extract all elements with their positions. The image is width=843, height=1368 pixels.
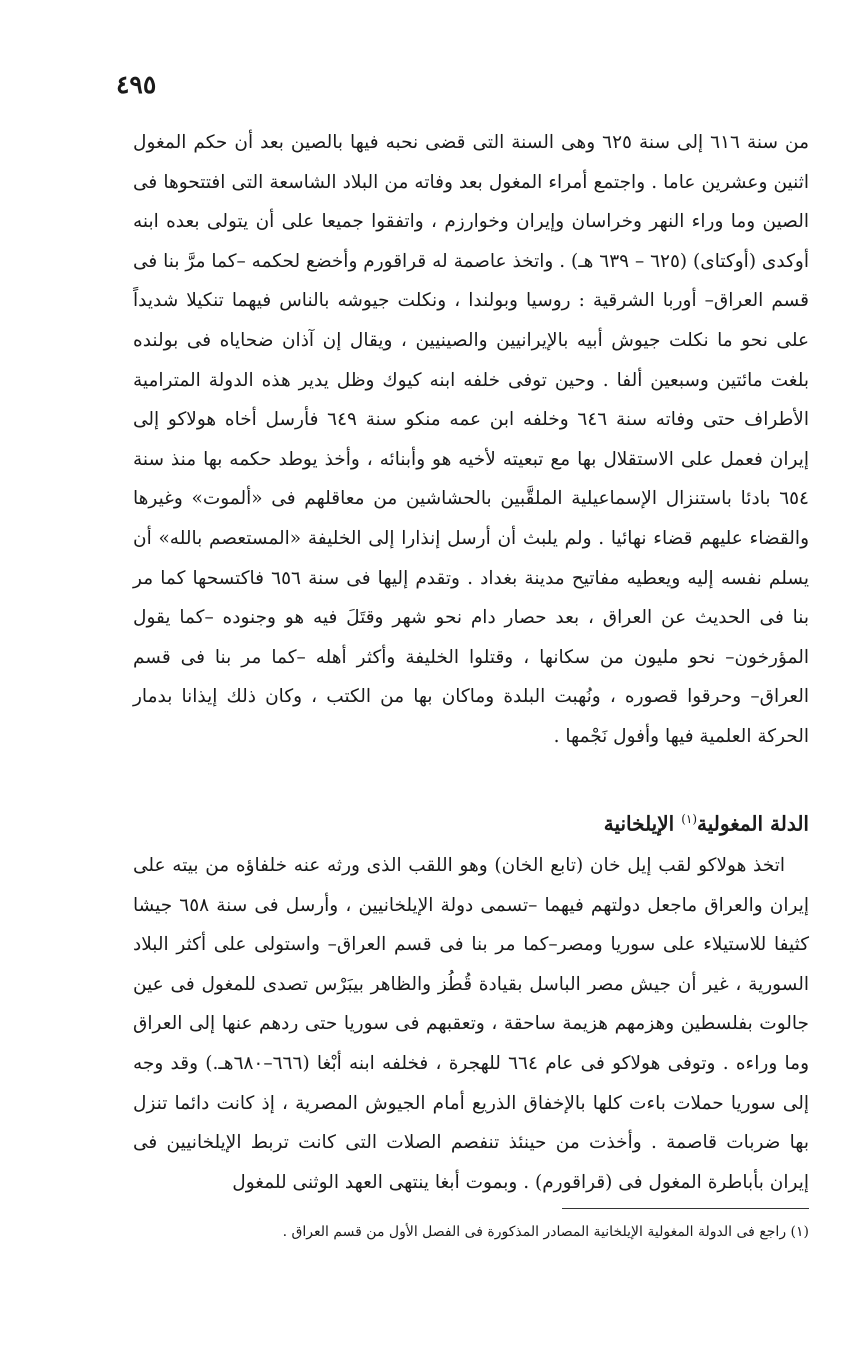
section-heading <box>480 804 809 839</box>
footnote: (١) راجع فى الدولة المغولية الإيلخانية المصادر المذكورة فى الفصل الأول من قسم العراق . <box>282 1224 809 1240</box>
section-heading-suffix: الإيلخانية <box>603 811 675 836</box>
footnote-marker: (١) <box>681 812 698 826</box>
footnote-divider <box>562 1208 809 1209</box>
body-paragraph: اتخذ هولاكو لقب إيل خان (تابع الخان) وهو اللقب الذى ورثه عنه خلفاؤه من بيته على إيران والعراق ماجعل دولتهم فيهما –تسمى دولة الإيلخانيين ، وأرسل فى سنة ٦٥٨ جيشا كثيفا للاستيلاء على سوريا ومصر–كما مر بنا فى قسم العراق– واستولى على أكثر البلاد السورية ، غير أن جيش مصر الباسل بقيادة قُطُز والظاهر بيبَرْس تصدى للمغول فى عين جالوت بفلسطين وهزمهم هزيمة ساحقة ، وتعقبهم فى سوريا حتى ردهم عنها إلى العراق وما وراءه . وتوفى هولاكو فى عام ٦٦٤ للهجرة ، فخلفه ابنه أبْغا (٦٦٦–٦٨٠هـ.) وقد وجه إلى سوريا حملات باءت كلها بالإخفاق الذريع أمام الجيوش المصرية ، إذ كانت دائما تنزل بها ضربات قاصمة . وأخذت من حينئذ تنفصم الصلات التى كانت تربط الإيلخانيين فى إيران بأباطرة المغول فى (قراقورم) . وبموت أبغا ينتهى العهد الوثنى للمغول <box>133 855 810 1193</box>
page-number: ٤٩٥ <box>116 70 157 99</box>
section-heading-title: الدلة المغولية <box>697 811 809 836</box>
body-paragraph: من سنة ٦١٦ إلى سنة ٦٢٥ وهى السنة التى قضى نحبه فيها بالصين بعد أن حكم المغول اثنين وعشرين عاما . واجتمع أمراء المغول بعد وفاته من البلاد الشاسعة التى افتتحوها فى الصين وما وراء النهر وخراسان وإيران وخوارزم ، واتفقوا جميعا على أن يتولى بعده ابنه أوكدى (أوكتاى) (٦٢٥ – ٦٣٩ هـ) . واتخذ عاصمة له قراقورم وأخضع لحكمه –كما مرَّ بنا فى قسم العراق– أوربا الشرقية : روسيا وبولندا ، ونكلت جيوشه بالناس فيهما تنكيلا شديداً على نحو ما نكلت جيوش أبيه بالإيرانيين والصينيين ، ويقال إن آذان ضحاياه فى بولنده بلغت مائتين وسبعين ألفا . وحين توفى خلفه ابنه كيوك وظل يدير هذه الدولة المترامية الأطراف حتى وفاته سنة ٦٤٦ وخلفه ابن عمه منكو سنة ٦٤٩ فأرسل أخاه هولاكو إلى إيران فعمل على الاستقلال بها مع تبعيته لأخيه هو وأبنائه ، وأخذ يوطد حكمه بها منذ سنة ٦٥٤ بادئا باستنزال الإسماعيلية الملقَّبين بالحشاشين من معاقلهم فى «ألموت» وغيرها والقضاء عليهم قضاء نهائيا . ولم يلبث أن أرسل إنذارا إلى الخليفة «المستعصم بالله» أن يسلم نفسه إليه ويعطيه مفاتيح مدينة بغداد . وتقدم إليها فى سنة ٦٥٦ فاكتسحها كما مر بنا فى الحديث عن العراق ، بعد حصار دام نحو شهر وقتَلَ فيه هو وجنوده –كما يقول المؤرخون– نحو مليون من سكانها ، وقتلوا الخليفة وأكثر أهله –كما مر بنا فى قسم العراق– وحرقوا قصوره ، ونُهبت البلدة وماكان بها من الكتب ، وكان ذلك إيذانا بدمار الحركة العلمية فيها وأفول نَجْمها . <box>133 132 810 747</box>
